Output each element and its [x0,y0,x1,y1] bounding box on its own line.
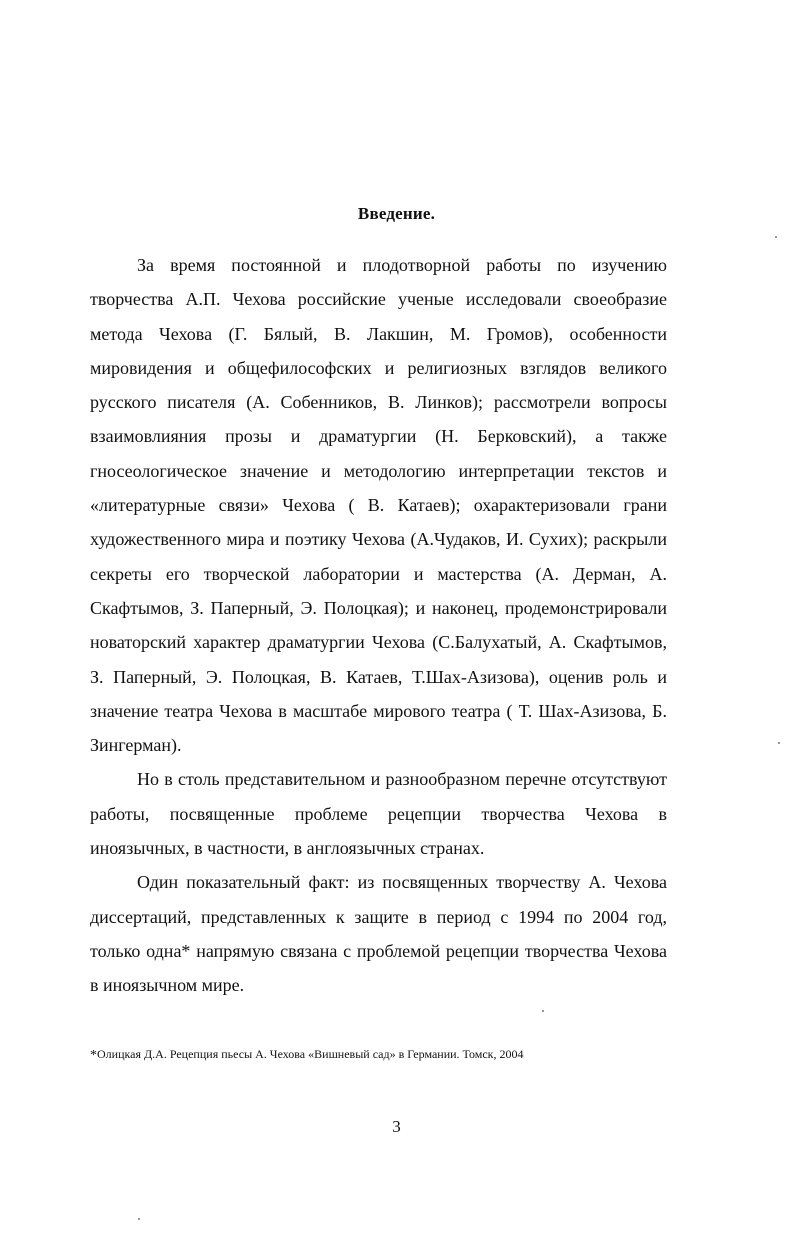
body-text [90,248,667,1003]
page-number: 3 [392,1117,401,1136]
scan-speck [778,742,780,744]
scan-speck [542,1010,544,1012]
paragraph-3: Один показательный факт: из посвященных творчеству А. Чехова диссертаций, представленных к защите в период с 1994 по 2004 год, только одна* напрямую связана с проблемой рецепции творчества Чехова в иноязычном мире. [90,872,667,996]
scan-speck [775,236,777,238]
scan-speck [138,1218,140,1220]
footnote [90,1047,524,1064]
footnote-marker: * [90,1048,97,1063]
footnote-text: Олицкая Д.А. Рецепция пьесы А. Чехова «Вишневый сад» в Германии. Томск, 2004 [97,1047,524,1061]
paragraph-2: Но в столь представительном и разнообразном перечне отсутствуют работы, посвященные проблеме рецепции творчества Чехова в иноязычных, в частности, в англоязычных странах. [90,769,667,859]
page-title: Введение. [357,204,436,223]
paragraph-1: За время постоянной и плодотворной работы по изучению творчества А.П. Чехова российские ученые исследовали своеобразие метода Чехова (Г. Бялый, В. Лакшин, М. Громов), особенности мировидения и общефилософских и религиозных взглядов великого русского писателя (А. Собенников, В. Линков); рассмотрели вопросы взаимовлияния прозы и драматургии (Н. Берковский), а также гносеологическое значение и методологию интерпретации текстов и «литературные связи» Чехова ( В. Катаев); охарактеризовали грани художественного мира и поэтику Чехова (А.Чудаков, И. Сухих); раскрыли секреты его творческой лаборатории и мастерства (А. Дерман, А. Скафтымов, З. Паперный, Э. Полоцкая); и наконец, продемонстрировали новаторский характер драматургии Чехова (С.Балухатый, А. Скафтымов, З. Паперный, Э. Полоцкая, В. Катаев, Т.Шах-Азизова), оценив роль и значение театра Чехова в масштабе мирового театра ( Т. Шах-Азизова, Б. Зингерман). [90,255,667,756]
